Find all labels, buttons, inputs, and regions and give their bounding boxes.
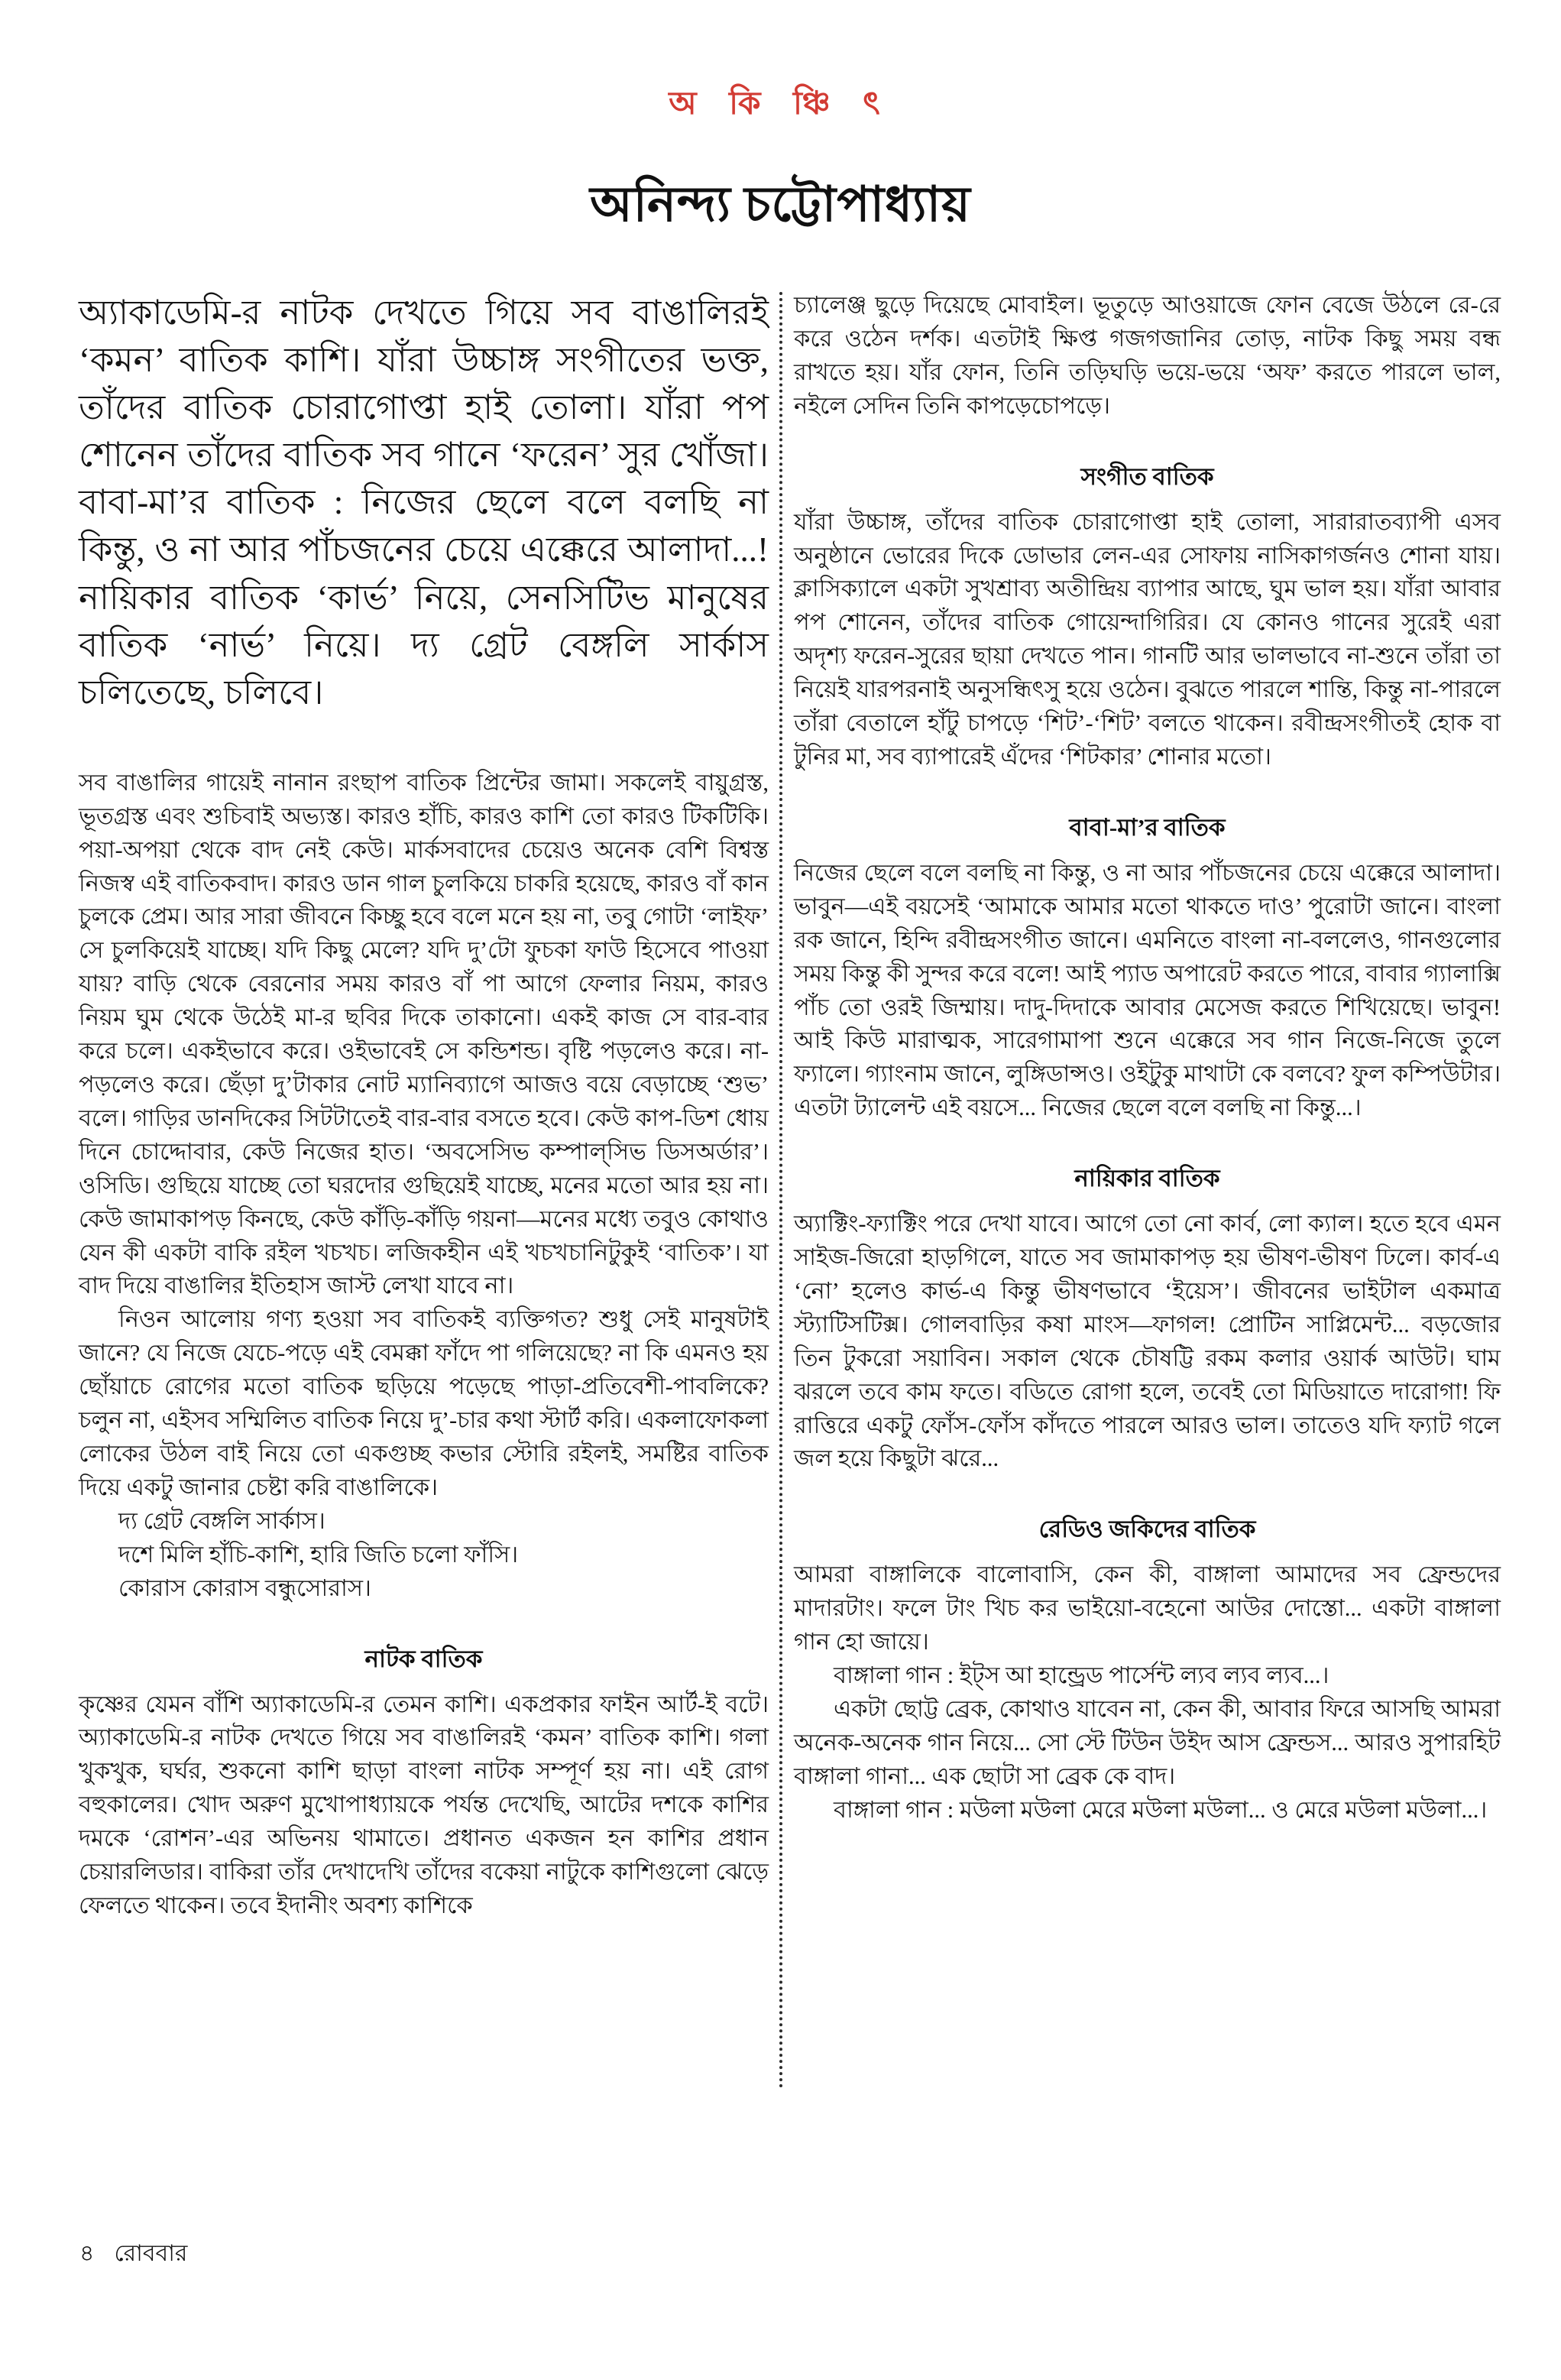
- section-heading: রেডিও জকিদের বাতিক: [1038, 1516, 1256, 1543]
- magazine-name: রোববার: [114, 2241, 188, 2266]
- author-name: অনিন্দ্য চট্টোপাধ্যায়: [590, 177, 971, 232]
- paragraph: বাঙ্গালা গান : ইট্‌স আ হান্ড্রেড পার্সেন্ট ল্যব ল্যব ল্যব...।: [834, 1662, 1329, 1689]
- lead-paragraph: অ্যাকাডেমি-র নাটক দেখতে গিয়ে সব বাঙালিরই ‘কমন’ বাতিক কাশি। যাঁরা উচ্চাঙ্গ সংগীতের ভক্ত, তাঁদের বাতিক চোরাগোপ্তা হাই তোলা। যাঁরা পপ শোনেন তাঁদের বাতিক সব গানে ‘ফরেন’ সুর খোঁজা। বাবা-মা’র বাতিক : নিজের ছেলে বলে বলছি না কিন্তু, ও না আর পাঁচজনের চেয়ে এক্কেরে আলাদা...! নায়িকার বাতিক ‘কার্ভ’ নিয়ে, সেনসিটিভ মানুষের বাতিক ‘নার্ভ’ নিয়ে। দ্য গ্রেট বেঙ্গলি সার্কাস চলিতেছে, চলিবে।: [79, 293, 769, 712]
- paragraph: কৃষ্ণের যেমন বাঁশি অ্যাকাডেমি-র তেমন কাশি। একপ্রকার ফাইন আর্ট-ই বটে। অ্যাকাডেমি-র নাটক দেখতে গিয়ে সব বাঙালিরই ‘কমন’ বাতিক কাশি। গলা খুকখুক, ঘর্ঘর, শুকনো কাশি ছাড়া বাংলা নাটক সম্পূর্ণ হয় না। এই রোগ বহুকালের। খোদ অরুণ মুখোপাধ্যায়কে পর্যন্ত দেখেছি, আটের দশকে কাশির দমকে ‘রোশন’-এর অভিনয় থামাতে। প্রধানত একজন হন কাশির প্রধান চেয়ারলিডার। বাকিরা তাঁর দেখাদেখি তাঁদের বকেয়া নাটুকে কাশিগুলো ঝেড়ে ফেলতে থাকেন। তবে ইদানীং অবশ্য কাশিকে: [79, 1691, 769, 1918]
- page-footer: [79, 2235, 187, 2274]
- paragraph: নিজের ছেলে বলে বলছি না কিন্তু, ও না আর পাঁচজনের চেয়ে এক্কেরে আলাদা। ভাবুন—এই বয়সেই ‘আমাকে আমার মতো থাকতে দাও’ পুরোটা জানে। বাংলা রক জানে, হিন্দি রবীন্দ্রসংগীত জানে। এমনিতে বাংলা না-বললেও, গানগুলোর সময় কিন্তু কী সুন্দর করে বলে! আই প্যাড অপারেট করতে পারে, বাবার গ্যালাক্সি পাঁচ তো ওরই জিম্মায়। দাদু-দিদাকে আবার মেসেজ করতে শিখিয়েছে। ভাবুন! আই কিউ মারাত্মক, সারেগামাপা শুনে এক্কেরে সব গান নিজে-নিজে তুলে ফ্যালে। গ্যাংনাম জানে, লুঙ্গিডান্সও। ওইটুকু মাথাটা কে বলবে? ফুল কম্পিউটার। এতটা ট্যালেন্ট এই বয়সে... নিজের ছেলে বলে বলছি না কিন্তু...।: [794, 859, 1501, 1121]
- paragraph: বাঙ্গালা গান : মউলা মউলা মেরে মউলা মউলা... ও মেরে মউলা মউলা...।: [834, 1796, 1488, 1823]
- left-column: [79, 289, 769, 1923]
- page-number: ৪: [79, 2241, 95, 2266]
- verse-line: কোরাস কোরাস বন্ধুসোরাস।: [118, 1574, 371, 1601]
- section-heading: সংগীত বাতিক: [1080, 462, 1214, 490]
- section-heading: নাটক বাতিক: [364, 1645, 483, 1672]
- right-column: [794, 289, 1501, 1827]
- paragraph: অ্যাক্টিং-ফ্যাক্টিং পরে দেখা যাবে। আগে তো নো কার্ব, লো ক্যাল। হতে হবে এমন সাইজ-জিরো হাড়গিলে, যাতে সব জামাকাপড় হয় ভীষণ-ভীষণ ঢিলে। কার্ব-এ ‘নো’ হলেও কার্ভ-এ কিন্তু ভীষণভাবে ‘ইয়েস’। জীবনের ভাইটাল একমাত্র স্ট্যাটিসটিক্স। গোলবাড়ির কষা মাংস—ফাগল! প্রোটিন সাপ্লিমেন্ট... বড়জোর তিন টুকরো সয়াবিন। সকাল থেকে চৌষট্টি রকম কলার ওয়ার্ক আউট। ঘাম ঝরলে তবে কাম ফতে। বডিতে রোগা হলে, তবেই তো মিডিয়াতে দারোগা! ফি রাত্তিরে একটু ফোঁস-ফোঁস কাঁদতে পারলে আরও ভাল। তাতেও যদি ফ্যাট গলে জল হয়ে কিছুটা ঝরে...: [794, 1211, 1501, 1472]
- paragraph: নিওন আলোয় গণ্য হওয়া সব বাতিকই ব্যক্তিগত? শুধু সেই মানুষটাই জানে? যে নিজে যেচে-পড়ে এই বেমক্কা ফাঁদে পা গলিয়েছে? না কি এমনও হয় ছোঁয়াচে রোগের মতো বাতিক ছড়িয়ে পড়েছে পাড়া-প্রতিবেশী-পাবলিকে? চলুন না, এইসব সম্মিলিত বাতিক নিয়ে দু’-চার কথা স্টার্ট করি। একলাফোকলা লোকের উঠল বাই নিয়ে তো একগুচ্ছ কভার স্টোরি রইলই, সমষ্টির বাতিক দিয়ে একটু জানার চেষ্টা করি বাঙালিকে।: [79, 1306, 769, 1500]
- section-kicker: অ কি ঞ্চি ৎ: [669, 86, 892, 122]
- column-divider: [779, 292, 782, 2090]
- paragraph: একটা ছোট্ট ব্রেক, কোথাও যাবেন না, কেন কী, আবার ফিরে আসছি আমরা অনেক-অনেক গান নিয়ে... সো স্টে টিউন উইদ আস ফ্রেন্ডস... আরও সুপারহিট বাঙ্গালা গানা... এক ছোটা সা ব্রেক কে বাদ।: [794, 1696, 1501, 1789]
- magazine-page: [0, 78, 1561, 2380]
- paragraph: সব বাঙালির গায়েই নানান রংছাপ বাতিক প্রিন্টের জামা। সকলেই বায়ুগ্রস্ত, ভূতগ্রস্ত এবং শুচিবাই অভ্যস্ত। কারও হাঁচি, কারও কাশি তো কারও টিকটিকি। পয়া-অপয়া থেকে বাদ নেই কেউ। মার্কসবাদের চেয়েও অনেক বেশি বিশ্বস্ত নিজস্ব এই বাতিকবাদ। কারও ডান গাল চুলকিয়ে চাকরি হয়েছে, কারও বাঁ কান চুলকে প্রেম। আর সারা জীবনে কিচ্ছু হবে বলে মনে হয় না, তবু গোটা ‘লাইফ’ সে চুলকিয়েই যাচ্ছে। যদি কিছু মেলে? যদি দু’টো ফুচকা ফাউ হিসেবে পাওয়া যায়? বাড়ি থেকে বেরনোর সময় কারও বাঁ পা আগে ফেলার নিয়ম, কারও নিয়ম ঘুম থেকে উঠেই মা-র ছবির দিকে তাকানো। একই কাজ সে বার-বার করে চলে। একইভাবে করে। ওইভাবেই সে কন্ডিশন্ড। বৃষ্টি পড়লেও করে। না-পড়লেও করে। ছেঁড়া দু’টাকার নোট ম্যানিব্যাগে আজও বয়ে বেড়াচ্ছে ‘শুভ’ বলে। গাড়ির ডানদিকের সিটটাতেই বার-বার বসতে হবে। কেউ কাপ-ডিশ ধোয় দিনে চোদ্দোবার, কেউ নিজের হাত। ‘অবসেসিভ কম্পাল্‌সিভ ডিসঅর্ডার’। ওসিডি। গুছিয়ে যাচ্ছে তো ঘরদোর গুছিয়েই যাচ্ছে, মনের মতো আর হয় না। কেউ জামাকাপড় কিনছে, কেউ কাঁড়ি-কাঁড়ি গয়না—মনের মধ্যে তবুও কোথাও যেন কী একটা বাকি রইল খচখচ। লজিকহীন এই খচখচানিটুকুই ‘বাতিক’। যা বাদ দিয়ে বাঙালির ইতিহাস জাস্ট লেখা যাবে না।: [79, 769, 769, 1299]
- section-heading: নায়িকার বাতিক: [1074, 1165, 1220, 1192]
- verse-line: দশে মিলি হাঁচি-কাশি, হারি জিতি চলো ফাঁসি।: [118, 1541, 519, 1568]
- paragraph: আমরা বাঙ্গালিকে বালোবাসি, কেন কী, বাঙ্গালা আমাদের সব ফ্রেন্ডদের মাদারটাং। ফলে টাং খিচ কর ভাইয়ো-বহেনো আউর দোস্তো... একটা বাঙ্গালা গান হো জায়ে।: [794, 1561, 1501, 1655]
- page-header: [0, 78, 1561, 249]
- article-body: [0, 289, 1561, 2090]
- verse-line: দ্য গ্রেট বেঙ্গলি সার্কাস।: [118, 1507, 325, 1534]
- paragraph: যাঁরা উচ্চাঙ্গ, তাঁদের বাতিক চোরাগোপ্তা হাই তোলা, সারারাতব্যাপী এসব অনুষ্ঠানে ভোরের দিকে ডোভার লেন-এর সোফায় নাসিকাগর্জনও শোনা যায়। ক্লাসিক্যালে একটা সুখশ্রাব্য অতীন্দ্রিয় ব্যাপার আছে, ঘুম ভাল হয়। যাঁরা আবার পপ শোনেন, তাঁদের বাতিক গোয়েন্দাগিরির। যে কোনও গানের সুরেই এরা অদৃশ্য ফরেন-সুরের ছায়া দেখতে পান। গানটি আর ভালভাবে না-শুনে তাঁরা তা নিয়েই যারপরনাই অনুসন্ধিৎসু হয়ে ওঠেন। বুঝতে পারলে শান্তি, কিন্তু না-পারলে তাঁরা বেতালে হাঁটু চাপড়ে ‘শিট’-‘শিট’ বলতে থাকেন। রবীন্দ্রসংগীতই হোক বা টুনির মা, সব ব্যাপারেই এঁদের ‘শিটকার’ শোনার মতো।: [794, 508, 1501, 770]
- section-heading: বাবা-মা’র বাতিক: [1069, 813, 1226, 841]
- paragraph: চ্যালেঞ্জ ছুড়ে দিয়েছে মোবাইল। ভূতুড়ে আওয়াজে ফোন বেজে উঠলে রে-রে করে ওঠেন দর্শক। এতটাই ক্ষিপ্ত গজগজানির তোড়, নাটক কিছু সময় বন্ধ রাখতে হয়। যাঁর ফোন, তিনি তড়িঘড়ি ভয়ে-ভয়ে ‘অফ’ করতে পারলে ভাল, নইলে সেদিন তিনি কাপড়েচোপড়ে।: [794, 292, 1501, 419]
